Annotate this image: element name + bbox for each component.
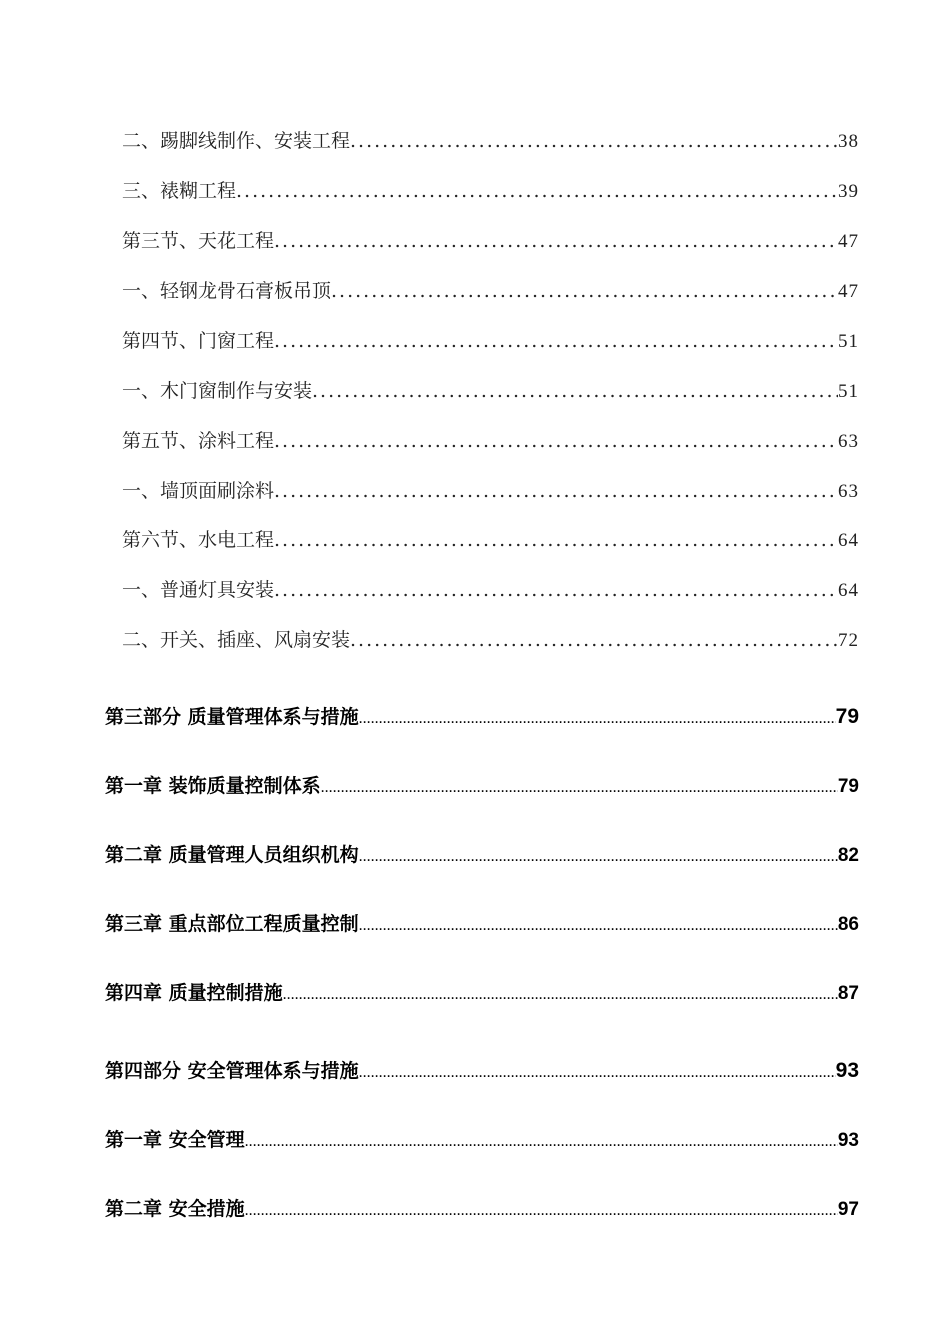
toc-entry-page: 79 [837,776,859,797]
toc-entry-label: 第二章 安全措施 [105,1198,245,1220]
toc-entry-page: 87 [837,983,859,1004]
toc-entry[interactable] [122,326,859,353]
dot-leader [236,180,838,202]
toc-entry-page: 79 [835,705,859,728]
toc-entry[interactable] [122,575,859,602]
dot-leader [274,230,838,252]
toc-chapter-entry[interactable] [105,978,859,1005]
toc-entry-label: 第三节、天花工程 [122,230,275,252]
toc-entry-label: 一、轻钢龙骨石膏板吊顶 [122,280,332,302]
dot-leader [312,380,838,402]
toc-entry-page: 86 [837,914,859,935]
toc-entry-page: 97 [837,1199,859,1220]
dot-leader [274,330,838,352]
toc-entry-page: 47 [838,281,859,302]
toc-chapter-entry[interactable] [105,1194,859,1221]
toc-chapter-entry[interactable] [105,840,859,867]
dot-leader [274,480,838,502]
toc-entry-page: 72 [838,630,859,651]
toc-part-entry[interactable] [105,1056,859,1083]
toc-entry-page: 82 [837,845,859,866]
toc-entry-page: 64 [838,530,859,551]
toc-entry-label: 第二章 质量管理人员组织机构 [105,844,359,866]
toc-entry-label: 第一章 装饰质量控制体系 [105,775,321,797]
toc-entry-page: 51 [838,331,859,352]
toc-entry[interactable] [122,376,859,403]
toc-entry-label: 一、木门窗制作与安装 [122,380,313,402]
dot-leader [359,1064,836,1082]
toc-entry-page: 64 [838,580,859,601]
dot-leader [245,1133,838,1151]
toc-entry[interactable] [122,226,859,253]
toc-entry-label: 第三部分 质量管理体系与措施 [105,706,359,728]
toc-chapter-entry[interactable] [105,771,859,798]
toc-entry-label: 第四部分 安全管理体系与措施 [105,1060,359,1082]
toc-entry-label: 三、裱糊工程 [122,180,237,202]
toc-entry-page: 93 [837,1130,859,1151]
toc-entry-page: 63 [838,431,859,452]
toc-entry-label: 第五节、涂料工程 [122,430,275,452]
toc-entry-label: 一、普通灯具安装 [122,579,275,601]
toc-entry-label: 二、开关、插座、风扇安装 [122,629,351,651]
toc-entry-label: 第一章 安全管理 [105,1129,245,1151]
dot-leader [274,529,838,551]
toc-entry-page: 51 [838,381,859,402]
toc-chapter-entry[interactable] [105,909,859,936]
dot-leader [359,710,836,728]
dot-leader [245,1202,838,1220]
toc-entry[interactable] [122,476,859,503]
toc-entry[interactable] [122,625,859,652]
toc-entry-label: 第四节、门窗工程 [122,330,275,352]
toc-entry-page: 47 [838,231,859,252]
dot-leader [331,280,838,302]
toc-entry-page: 93 [835,1059,859,1082]
dot-leader [350,629,838,651]
toc-entry-page: 38 [838,131,859,152]
dot-leader [274,579,838,601]
dot-leader [359,848,838,866]
toc-chapter-entry[interactable] [105,1125,859,1152]
toc-entry-page: 63 [838,481,859,502]
toc-entry[interactable] [122,176,859,203]
dot-leader [283,986,838,1004]
toc-entry[interactable] [122,426,859,453]
toc-entry-label: 第四章 质量控制措施 [105,982,283,1004]
toc-entry[interactable] [122,276,859,303]
dot-leader [274,430,838,452]
dot-leader [359,917,838,935]
dot-leader [350,130,838,152]
toc-part-entry[interactable] [105,702,859,729]
toc-entry-page: 39 [838,181,859,202]
toc-entry-label: 第六节、水电工程 [122,529,275,551]
dot-leader [321,779,838,797]
toc-entry-label: 第三章 重点部位工程质量控制 [105,913,359,935]
toc-entry-label: 二、踢脚线制作、安装工程 [122,130,351,152]
toc-entry[interactable] [122,126,859,153]
toc-entry-label: 一、墙顶面刷涂料 [122,480,275,502]
toc-entry[interactable] [122,525,859,552]
